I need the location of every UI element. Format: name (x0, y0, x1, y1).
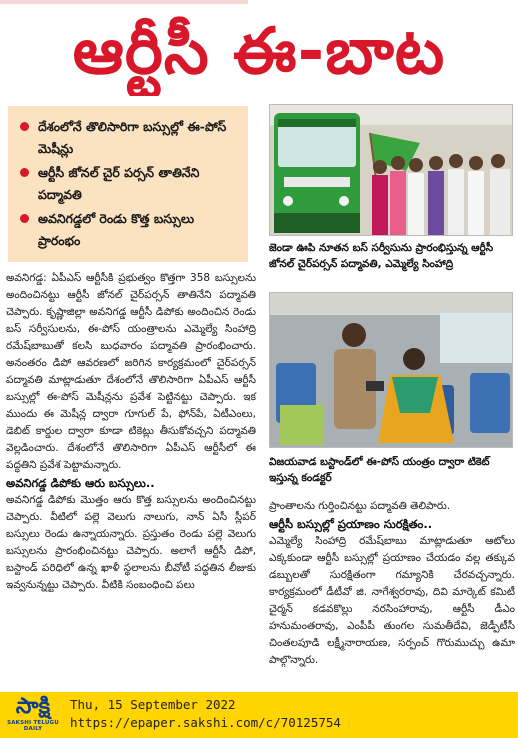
previous-article-strip (0, 0, 248, 4)
highlight-text: అవనిగడ్డలో రెండు కొత్త బస్సులు ప్రారంభం (38, 211, 195, 248)
article-left-column (6, 270, 256, 594)
photo1-caption: జెండా ఊపి నూతన బస్ సర్వీసును ప్రారంభిస్తున్న ఆర్టీసీ జోనల్ చైర్‌పర్సన్ పద్మావతి, ఎమ్మెల్యే సింహాద్రి (269, 242, 494, 270)
highlight-text: ఆర్టీసీ జోనల్ చైర్ పర్సన్ తాతినేని పద్మావతి (38, 165, 200, 202)
photo2-caption: విజయవాడ బస్టాండ్‌లో ఈ-పోస్ యంత్రం ద్వారా టికెట్ ఇస్తున్న కండక్టర్ (269, 456, 490, 484)
article-paragraph: ప్రాంతాలను గుర్తించినట్టు పద్మావతి తెలిపారు. (269, 500, 451, 512)
footer-bar (0, 692, 518, 738)
epos-ticket-photo (269, 292, 513, 448)
article-subhead: ఆర్టీసీ బస్సుల్లో ప్రయాణం సురక్షితం.. (269, 517, 433, 531)
sakshi-logo[interactable] (4, 694, 62, 736)
footer-meta (70, 696, 341, 732)
bullet-icon (20, 168, 29, 177)
logo-mark: సాక్షి (15, 694, 51, 719)
bullet-icon (20, 122, 29, 131)
publication-date: Thu, 15 September 2022 (70, 697, 236, 712)
bus-inauguration-photo (269, 104, 513, 236)
article-paragraph: ఎమ్మెల్యే సింహాద్రి రమేష్‌బాబు మాట్లాడుతూ ఆటోలు ఎక్కకుండా ఆర్టీసీ బస్సుల్లో ప్రయాణం చేయడం వల్ల తక్కువ డబ్బులతో సురక్షితంగా గమ్యానికి చేరవచ్చన్నారు. కార్యక్రమంలో డీటీవో జి. నాగేశ్వరరావు, దివి మార్కెట్ కమిటీ చైర్మన్ కడవకొల్లు నరసింహారావు, ఆర్టీసీ డీఎం హనుమంతరావు, ఎంపీపీ తుంగల సుమతీదేవి, జెడ్పీటీసీ చింతలపూడి లక్ష్మీనారాయణ, సర్పంచ్ గొరుముచ్చు ఉమా పాల్గొన్నారు. (269, 535, 515, 666)
bullet-icon (20, 214, 29, 223)
highlights-box (8, 106, 248, 262)
highlight-item (20, 208, 240, 252)
article-paragraph: అవనిగడ్డ డిపోకు మొత్తం ఆరు కొత్త బస్సులను అందించినట్టు చెప్పారు. వీటిలో పల్లె వెలుగు నాలుగు, నాన్ ఏసీ స్లీపర్ బస్సులు రెండు ఉన్నాయన్నారు. ప్రస్తుతం రెండు పల్లె వెలుగు బస్సులను ప్రారంభించినట్టు చెప్పారు. అలాగే ఆర్టీసీ డిపో, బస్టాండ్ పరిధిలో ఉన్న ఖాళీ స్థలాలను బీవోటీ పద్ధతిన లీజుకు ఇవ్వనున్నట్టు చెప్పారు. వీటికి సంబంధించి పలు (6, 494, 256, 591)
highlight-text: దేశంలోనే తొలిసారిగా బస్సుల్లో ఈ-పోస్ మెషీన్లు (38, 119, 227, 156)
article-right-column (269, 498, 515, 669)
epaper-link[interactable]: https://epaper.sakshi.com/c/70125754 (70, 715, 341, 730)
article-subhead: అవనిగడ్డ డిపోకు ఆరు బస్సులు.. (6, 476, 155, 490)
top-band (0, 0, 518, 6)
highlight-item (20, 162, 240, 206)
logo-subtext: SAKSHI TELUGU DAILY (7, 720, 59, 732)
article-paragraph: అవనిగడ్డ: ఏపీఎస్ ఆర్టీసీకి ప్రభుత్వం కొత్తగా 358 బస్సులను అందించినట్టు ఆర్టీసీ జోనల్ చైర్‌పర్సన్ తాతినేని పద్మావతి చెప్పారు. కృష్ణాజిల్లా అవనిగడ్డ ఆర్టీసీ డిపోకు అందించిన రెండు బస్ సర్వీసులను, ఈ-పోస్ యంత్రాలను ఎమ్మెల్యే సింహాద్రి రమేష్‌బాబుతో కలసి బుధవారం పద్మావతి ప్రారంభించారు. అనంతరం డిపో ఆవరణలో జరిగిన కార్యక్రమంలో చైర్‌పర్సన్ పద్మావతి మాట్లాడుతూ దేశంలోనే తొలిసారిగా ఏపీఎస్ ఆర్టీసీ బస్సుల్లో ఈ-పోస్ మెషీన్లను ప్రవేశ పెట్టినట్టు చెప్పారు. ఇక ముందు ఈ మెషీన్ల ద్వారా గూగుల్ పే, ఫోన్‌పే, ఏటీఎంలు, డెబిట్ కార్డుల ద్వారా కూడా టికెట్లు తీసుకోవచ్చని పద్మావతి వెల్లడించారు. దేశంలోనే తొలిసారిగా ఏపీఎస్ ఆర్టీసీలో ఈ పద్ధతిని ప్రవేశ పెట్టామన్నారు. (6, 272, 256, 471)
highlight-item (20, 116, 240, 160)
headline: ఆర్టీసీ ఈ-బాట (72, 15, 446, 89)
